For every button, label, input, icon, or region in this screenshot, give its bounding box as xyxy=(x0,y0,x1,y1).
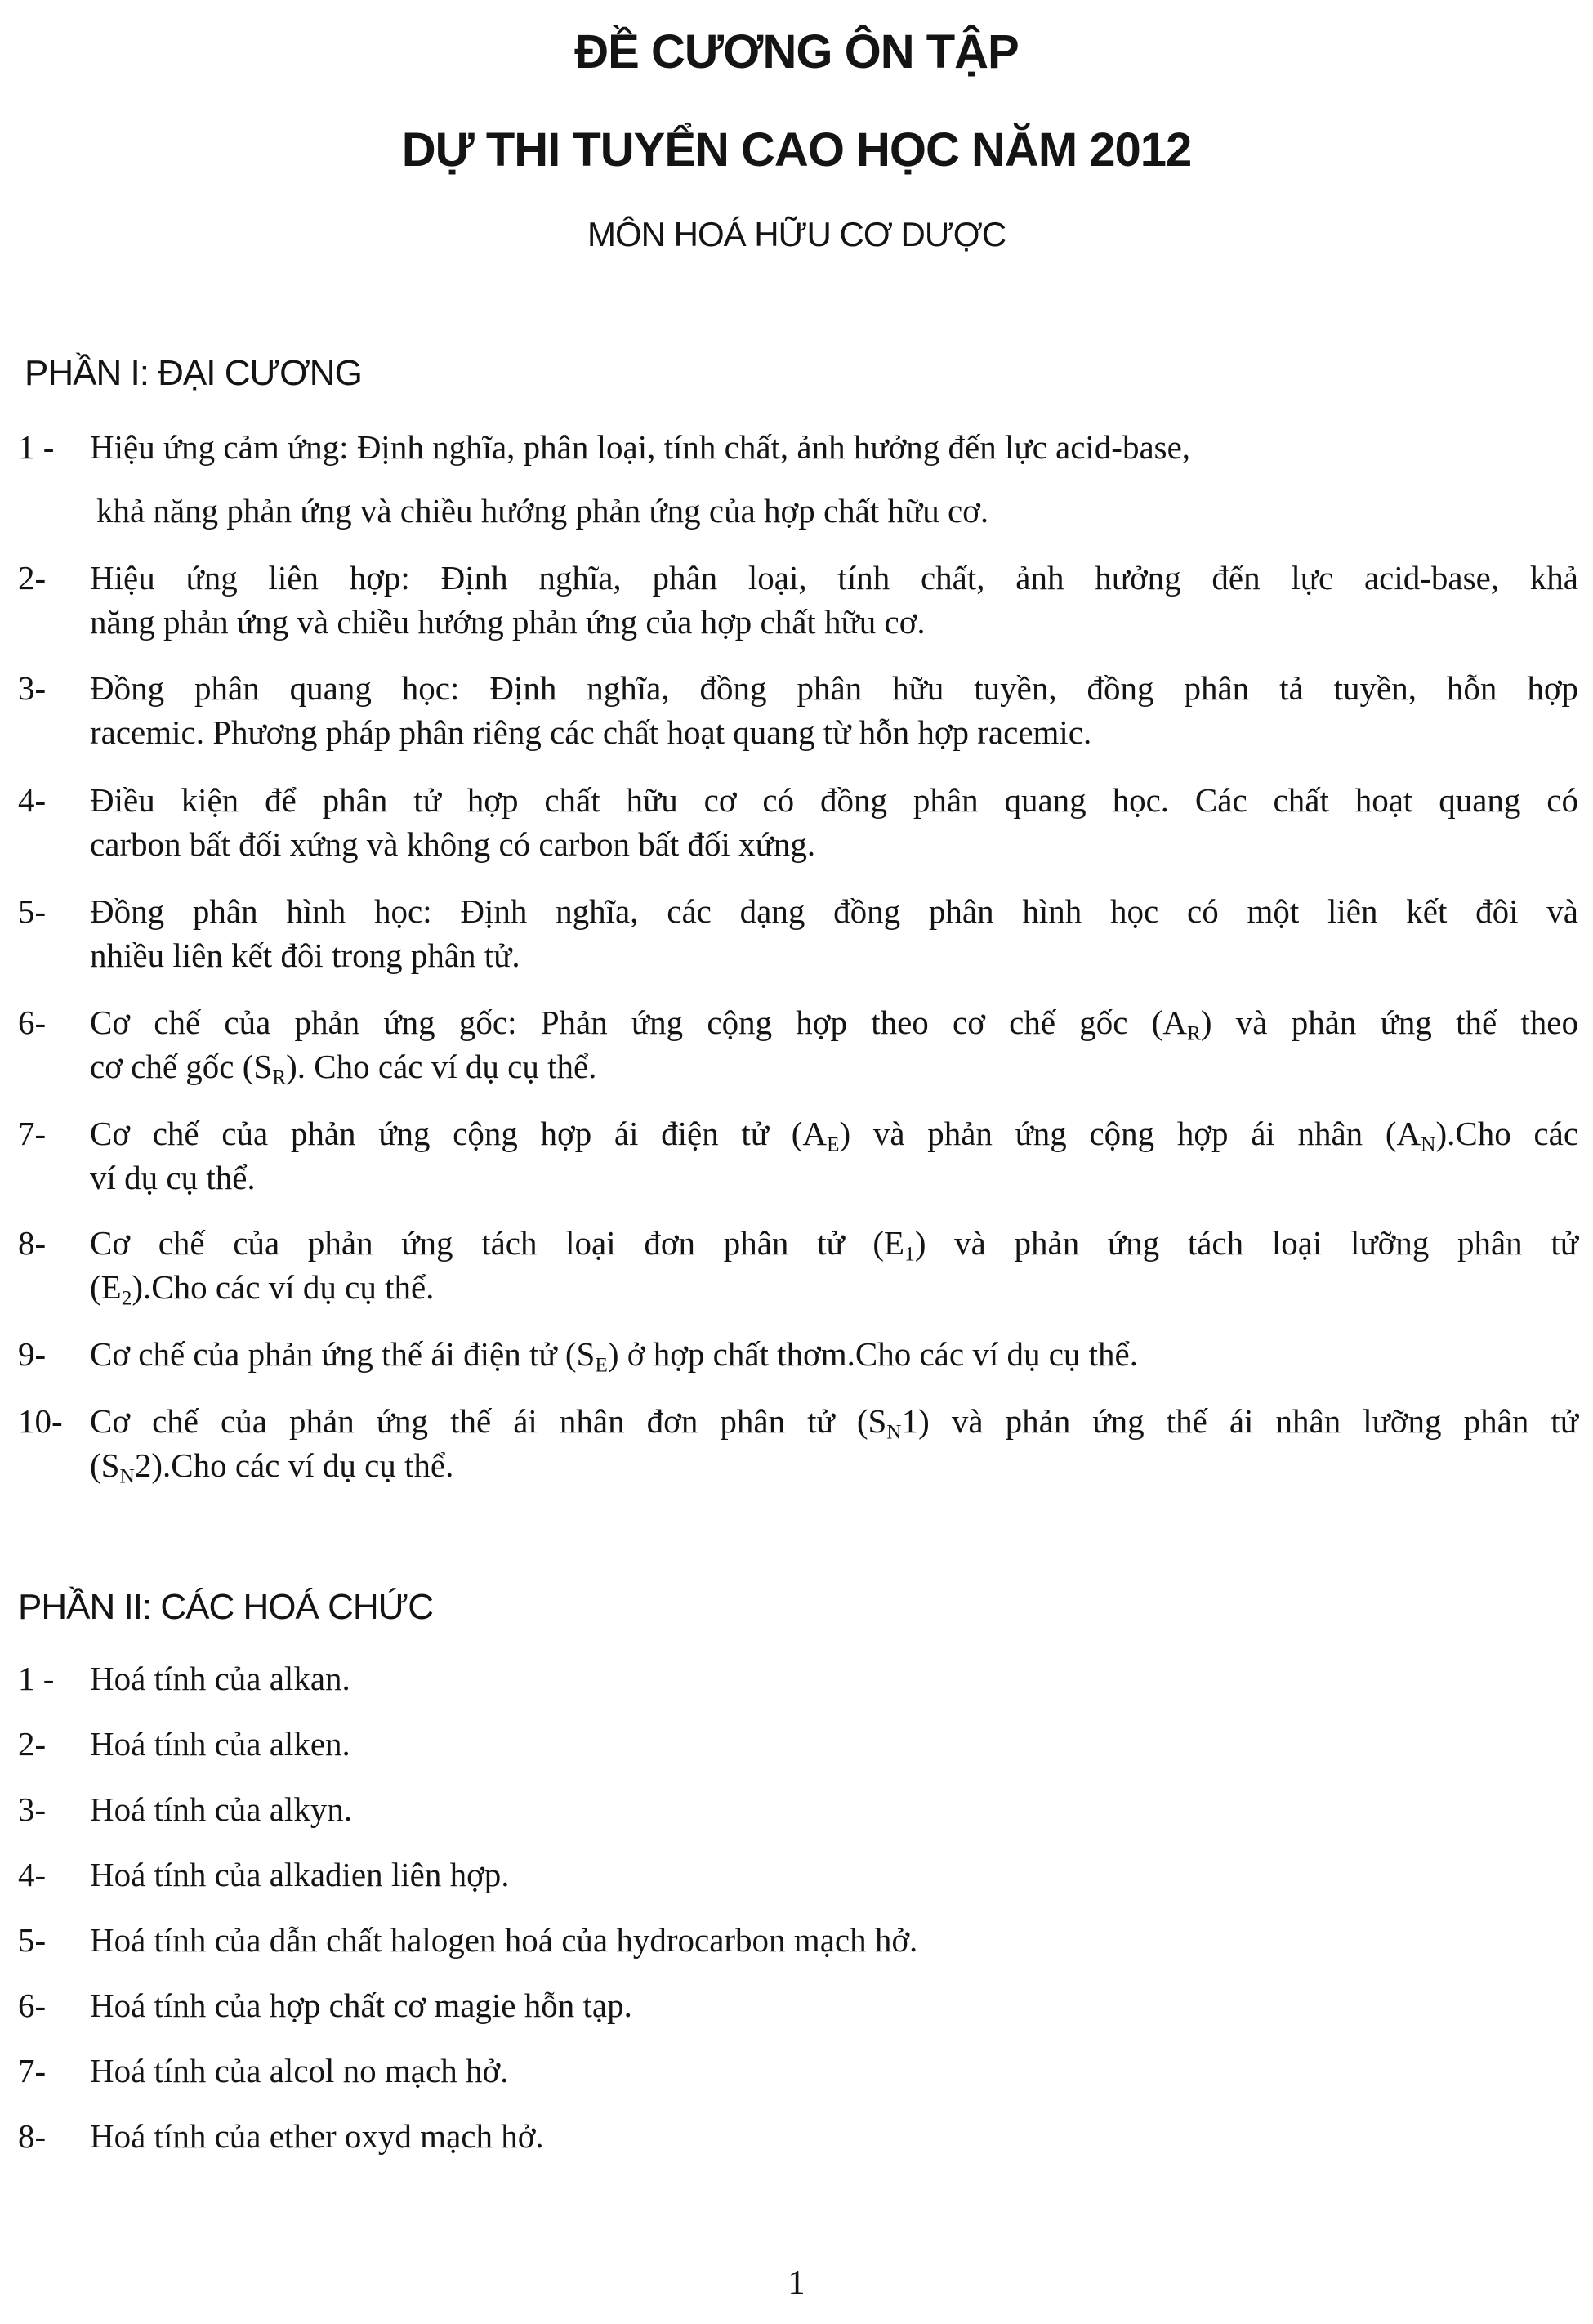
item-number: 1 - xyxy=(18,428,55,466)
item-text-line-2: khả năng phản ứng và chiều hướng phản ứng của hợp chất hữu cơ. xyxy=(96,492,989,530)
item-text-line-1: Cơ chế của phản ứng thế ái điện tử $(S_E)$ ở hợp chất thơm.Cho các ví dụ cụ thể. xyxy=(90,1335,1138,1377)
item-number: 10- xyxy=(18,1402,63,1440)
item-text-line-1: Cơ chế của phản ứng thế ái nhân đơn phân tử $(S_N1)$ và phản ứng thế ái nhân lưỡng phân tử xyxy=(90,1402,1578,1444)
item-text-line-1: Điều kiện để phân tử hợp chất hữu cơ có đồng phân quang học. Các chất hoạt quang có xyxy=(90,781,1578,819)
item-text-line-2: $(S_N2).Cho$ các ví dụ cụ thể. xyxy=(90,1446,454,1488)
item-number: 5- xyxy=(18,892,47,930)
item-number: 8- xyxy=(18,1224,47,1262)
item-text: Hoá tính của alkan. xyxy=(90,1660,350,1697)
item-text: Hoá tính của ether oxyd mạch hở. xyxy=(90,2117,544,2155)
item-text-line-2: ví dụ cụ thể. xyxy=(90,1159,256,1196)
item-text-line-2: năng phản ứng và chiều hướng phản ứng của hợp chất hữu cơ. xyxy=(90,603,926,641)
item-number: 8- xyxy=(18,2117,47,2155)
item-text-line-1: Hiệu ứng liên hợp: Định nghĩa, phân loại, tính chất, ảnh hưởng đến lực acid-base, khả xyxy=(90,559,1578,597)
item-number: 7- xyxy=(18,1115,47,1152)
part1-heading: PHẦN I: ĐẠI CƯƠNG xyxy=(25,353,362,393)
item-number: 4- xyxy=(18,781,47,819)
part2-heading: PHẦN II: CÁC HOÁ CHỨC xyxy=(18,1587,433,1627)
item-number: 6- xyxy=(18,1987,47,2024)
item-text-line-2: cơ chế gốc $(S_R)$. Cho các ví dụ cụ thể. xyxy=(90,1048,597,1089)
item-number: 1 - xyxy=(18,1660,55,1697)
item-text-line-1: Cơ chế của phản ứng cộng hợp ái điện tử $(A_E)$ và phản ứng cộng hợp ái nhân $(A_N).Cho$ các xyxy=(90,1115,1579,1156)
item-text-line-2: nhiều liên kết đôi trong phân tử. xyxy=(90,936,520,974)
item-number: 2- xyxy=(18,559,47,597)
item-text-line-1: Cơ chế của phản ứng tách loại đơn phân tử $(E_1)$ và phản ứng tách loại lưỡng phân tử xyxy=(90,1224,1578,1266)
item-text-line-1: Đồng phân hình học: Định nghĩa, các dạng đồng phân hình học có một liên kết đôi và xyxy=(90,892,1578,930)
item-text-line-2: carbon bất đối xứng và không có carbon bất đối xứng. xyxy=(90,825,816,863)
item-number: 5- xyxy=(18,1921,47,1959)
item-text: Hoá tính của alken. xyxy=(90,1725,350,1763)
item-text: Hoá tính của dẫn chất halogen hoá của hydrocarbon mạch hở. xyxy=(90,1921,918,1959)
item-text: Hoá tính của alcol no mạch hở. xyxy=(90,2052,509,2089)
document-title-line-1: ĐỀ CƯƠNG ÔN TẬP xyxy=(574,25,1019,78)
page-number: 1 xyxy=(788,2264,805,2302)
item-text: Hoá tính của hợp chất cơ magie hỗn tạp. xyxy=(90,1987,632,2024)
item-number: 2- xyxy=(18,1725,47,1763)
item-text: Hoá tính của alkyn. xyxy=(90,1790,353,1828)
item-text-line-2: racemic. Phương pháp phân riêng các chất hoạt quang từ hỗn hợp racemic. xyxy=(90,713,1092,751)
item-number: 3- xyxy=(18,669,47,707)
item-text: Hoá tính của alkadien liên hợp. xyxy=(90,1856,510,1893)
item-number: 7- xyxy=(18,2052,47,2089)
item-number: 6- xyxy=(18,1003,47,1041)
document-title-line-2: DỰ THI TUYỂN CAO HỌC NĂM 2012 xyxy=(401,123,1192,177)
item-text-line-1: Hiệu ứng cảm ứng: Định nghĩa, phân loại, tính chất, ảnh hưởng đến lực acid-base, xyxy=(90,428,1191,466)
item-number: 3- xyxy=(18,1790,47,1828)
document-subtitle: MÔN HOÁ HỮU CƠ DƯỢC xyxy=(587,215,1006,253)
item-number: 4- xyxy=(18,1856,47,1893)
item-text-line-2: $(E_2).Cho$ các ví dụ cụ thể. xyxy=(90,1268,435,1310)
item-text-line-1: Cơ chế của phản ứng gốc: Phản ứng cộng hợp theo cơ chế gốc $(A_R)$ và phản ứng thế theo xyxy=(90,1003,1578,1045)
item-number: 9- xyxy=(18,1335,47,1373)
item-text-line-1: Đồng phân quang học: Định nghĩa, đồng phân hữu tuyền, đồng phân tả tuyền, hỗn hợp xyxy=(90,669,1578,707)
